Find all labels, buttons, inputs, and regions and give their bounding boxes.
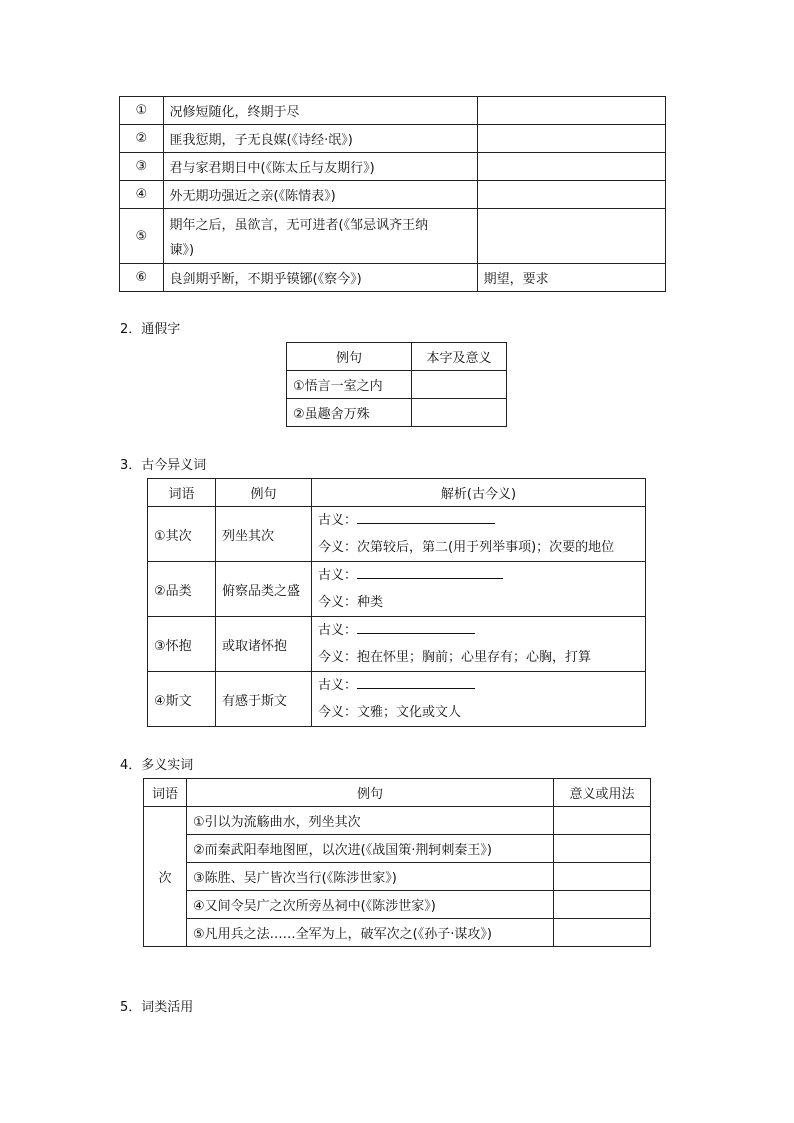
table-row (144, 891, 651, 919)
table-row (287, 371, 507, 399)
row-number: ① (120, 97, 164, 125)
answer-cell[interactable] (477, 97, 665, 125)
sentence-line: 谏》) (169, 243, 195, 258)
row-number: ④ (120, 181, 164, 209)
column-header: 例句 (187, 779, 554, 807)
word-cell: ③怀抱 (148, 617, 216, 672)
answer-cell[interactable] (554, 919, 651, 947)
answer-cell[interactable] (554, 835, 651, 863)
table-row (144, 919, 651, 947)
answer-cell[interactable] (412, 371, 507, 399)
table-header-row (287, 343, 507, 371)
example-sentence: 或取诸怀抱 (216, 617, 312, 672)
answer-cell[interactable] (477, 153, 665, 181)
table-row (120, 181, 666, 209)
column-header: 词语 (144, 779, 187, 807)
tongjiazi-table (286, 342, 507, 427)
example-sentence: 匪我愆期，子无良媒(《诗经·氓》) (163, 125, 477, 153)
example-sentence: 俯察品类之盛 (216, 562, 312, 617)
table-row (148, 672, 646, 727)
example-sentence: 君与家君期日中(《陈太丘与友期行》) (163, 153, 477, 181)
row-number: ⑥ (120, 264, 164, 292)
table-row (148, 507, 646, 562)
column-header: 例句 (216, 479, 312, 507)
table-row (120, 97, 666, 125)
table-row (148, 617, 646, 672)
example-sentence: ①引以为流觞曲水，列坐其次 (187, 807, 554, 835)
column-header: 本字及意义 (412, 343, 507, 371)
table-row (287, 399, 507, 427)
answer-cell[interactable]: 期望，要求 (477, 264, 665, 292)
table-row (120, 209, 666, 264)
section-heading-cileihuoyong: 5．词类活用 (120, 1000, 194, 1015)
table-row (144, 807, 651, 835)
answer-blank[interactable] (357, 676, 475, 689)
gujinyiyi-table (147, 478, 646, 727)
modern-meaning: 今义：抱在怀里；胸前；心里存有；心胸，打算 (318, 650, 592, 665)
analysis-cell (312, 562, 646, 617)
column-header: 意义或用法 (554, 779, 651, 807)
example-sentence: ②而秦武阳奉地图匣，以次进(《战国策·荆轲刺秦王》) (187, 835, 554, 863)
example-sentence: ①悟言一室之内 (287, 371, 412, 399)
example-sentence: ③陈胜、吴广皆次当行(《陈涉世家》) (187, 863, 554, 891)
answer-cell[interactable] (554, 891, 651, 919)
column-header: 例句 (287, 343, 412, 371)
table-row (144, 835, 651, 863)
answer-cell[interactable] (477, 181, 665, 209)
table-header-row (144, 779, 651, 807)
modern-meaning: 今义：种类 (318, 595, 384, 610)
modern-meaning: 今义：次第较后，第二(用于列举事项)；次要的地位 (318, 540, 615, 555)
word-cell: ①其次 (148, 507, 216, 562)
duoyishici-table (143, 778, 651, 947)
answer-cell[interactable] (554, 863, 651, 891)
ancient-label: 古义： (318, 513, 358, 528)
example-sentence: 外无期功强近之亲(《陈情表》) (163, 181, 477, 209)
section-heading-gujinyiyi: 3．古今异义词 (120, 458, 207, 473)
example-sentence: 有感于斯文 (216, 672, 312, 727)
row-number: ③ (120, 153, 164, 181)
analysis-cell (312, 507, 646, 562)
ancient-meaning-line (318, 562, 639, 589)
answer-cell[interactable] (477, 125, 665, 153)
analysis-cell (312, 617, 646, 672)
example-sentence: ⑤凡用兵之法……全军为上，破军次之(《孙子·谋攻》) (187, 919, 554, 947)
example-sentence (163, 209, 477, 264)
example-sentence: 列坐其次 (216, 507, 312, 562)
sentence-line: 期年之后，虽欲言，无可进者(《邹忌讽齐王纳 (169, 218, 429, 233)
polysemy-table-qi (119, 96, 666, 292)
table-row (120, 125, 666, 153)
example-sentence: ④又间令吴广之次所旁丛祠中(《陈涉世家》) (187, 891, 554, 919)
column-header: 解析(古今义) (312, 479, 646, 507)
section-heading-duoyishici: 4．多义实词 (120, 758, 194, 773)
word-cell: 次 (144, 807, 187, 947)
answer-cell[interactable] (477, 209, 665, 264)
column-header: 词语 (148, 479, 216, 507)
word-cell: ②品类 (148, 562, 216, 617)
table-row (120, 153, 666, 181)
row-number: ② (120, 125, 164, 153)
ancient-label: 古义： (318, 568, 358, 583)
table-row (144, 863, 651, 891)
word-cell: ④斯文 (148, 672, 216, 727)
modern-meaning: 今义：文雅；文化或文人 (318, 705, 462, 720)
table-row (120, 264, 666, 292)
answer-blank[interactable] (357, 621, 475, 634)
analysis-cell (312, 672, 646, 727)
answer-cell[interactable] (554, 807, 651, 835)
answer-blank[interactable] (357, 566, 503, 579)
section-heading-tongjiazi: 2．通假字 (120, 322, 181, 337)
answer-cell[interactable] (412, 399, 507, 427)
ancient-meaning-line (318, 507, 639, 534)
example-sentence: ②虽趣舍万殊 (287, 399, 412, 427)
row-number: ⑤ (120, 209, 164, 264)
ancient-meaning-line (318, 617, 639, 644)
table-row (148, 562, 646, 617)
example-sentence: 况修短随化，终期于尽 (163, 97, 477, 125)
answer-blank[interactable] (357, 511, 495, 524)
ancient-label: 古义： (318, 623, 358, 638)
table-header-row (148, 479, 646, 507)
example-sentence: 良剑期乎断，不期乎镆铘(《察今》) (163, 264, 477, 292)
ancient-meaning-line (318, 672, 639, 699)
ancient-label: 古义： (318, 678, 358, 693)
